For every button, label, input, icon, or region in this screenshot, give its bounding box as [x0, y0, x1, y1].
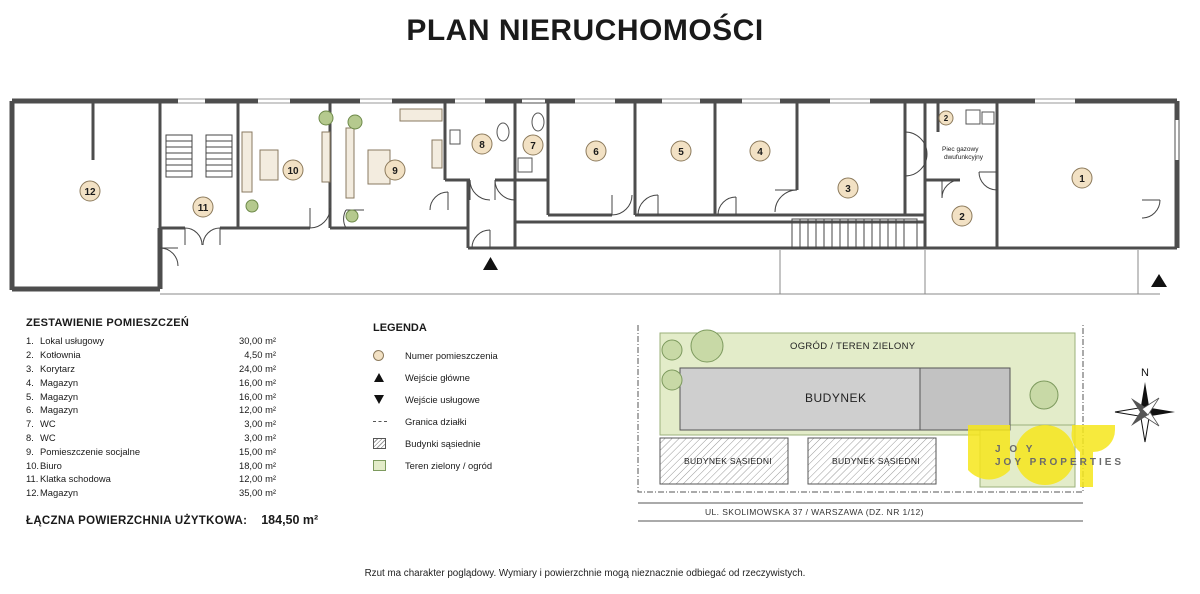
room-num: 4.	[26, 376, 34, 388]
room-name: Korytarz	[40, 362, 75, 374]
room-label-5: 5	[678, 147, 684, 158]
room-row	[26, 362, 276, 376]
room-row	[26, 444, 276, 458]
room-name: Kotłownia	[40, 349, 81, 361]
room-label-2: 2	[959, 212, 965, 223]
room-num: 9.	[26, 445, 34, 457]
legend-label: Granica działki	[405, 415, 467, 427]
legend	[373, 344, 498, 476]
room-label-8: 8	[479, 140, 485, 151]
compass-n-label: N	[1141, 367, 1149, 379]
room-row	[26, 458, 276, 472]
room-row	[26, 389, 276, 403]
room-area: 12,00 m²	[239, 404, 276, 416]
room-area: 3,00 m²	[244, 418, 276, 430]
room-label-1: 1	[1079, 174, 1085, 185]
room-row	[26, 472, 276, 486]
legend-item	[373, 366, 498, 388]
total-value: 184,50 m²	[261, 513, 319, 527]
room-num: 5.	[26, 390, 34, 402]
green-area-icon	[373, 460, 386, 471]
room-name: Magazyn	[40, 487, 79, 499]
room-label-12: 12	[84, 187, 96, 198]
site-plan	[638, 325, 1083, 521]
room-area: 35,00 m²	[239, 487, 276, 499]
room-num: 8.	[26, 431, 34, 443]
room-row	[26, 417, 276, 431]
room-num: 7.	[26, 418, 34, 430]
boiler-fixtures	[966, 110, 994, 124]
legend-label: Numer pomieszczenia	[405, 349, 498, 361]
legend-item	[373, 432, 498, 454]
room-label-4: 4	[757, 147, 763, 158]
room-label-10: 10	[287, 166, 299, 177]
room-area: 16,00 m²	[239, 390, 276, 402]
street-label: UL. SKOLIMOWSKA 37 / WARSZAWA (DZ. NR 1/12)	[705, 507, 924, 517]
room-num: 11.	[26, 473, 39, 485]
neighbor-building-icon	[373, 438, 386, 449]
total-area	[26, 513, 318, 527]
room-row	[26, 375, 276, 389]
room-row	[26, 334, 276, 348]
logo-text: JOY PROPERTIES	[995, 457, 1125, 468]
room-num: 10.	[26, 459, 40, 471]
room-label-9: 9	[392, 166, 398, 177]
room-row	[26, 486, 276, 500]
room-label-2-small: 2	[943, 114, 949, 123]
neighbor-left-label: BUDYNEK SĄSIEDNI	[684, 456, 772, 466]
room-area: 18,00 m²	[239, 459, 276, 471]
room-list	[26, 334, 276, 500]
room-label-11: 11	[197, 203, 209, 214]
room-name: Pomieszczenie socjalne	[40, 445, 141, 457]
legend-item	[373, 388, 498, 410]
room-area: 12,00 m²	[239, 473, 276, 485]
boiler-note-2: dwufunkcyjny	[944, 154, 984, 161]
stairs-11	[166, 135, 232, 177]
room-name: WC	[40, 431, 56, 443]
legend-item	[373, 454, 498, 476]
room-area: 24,00 m²	[239, 362, 276, 374]
room-num: 2.	[26, 349, 34, 361]
room-name: Magazyn	[40, 390, 79, 402]
doors	[160, 132, 1160, 266]
entrance-triangles	[483, 257, 1167, 287]
room-num: 3.	[26, 362, 34, 374]
room-area: 16,00 m²	[239, 376, 276, 388]
room-number-dot-icon	[373, 350, 384, 361]
room-row	[26, 403, 276, 417]
boiler-note-1: Piec gazowy	[942, 146, 979, 153]
rooms-heading: ZESTAWIENIE POMIESZCZEŃ	[26, 317, 190, 329]
room-name: Klatka schodowa	[40, 473, 111, 485]
building-walls	[12, 101, 1177, 290]
plot-boundary-icon	[373, 421, 387, 422]
service-entrance-icon	[374, 395, 384, 404]
compass-icon	[1115, 382, 1175, 442]
disclaimer: Rzut ma charakter poglądowy. Wymiary i powierzchnie mogą nieznacznie odbiegać od rzeczywistych.	[364, 568, 806, 579]
room-label-7: 7	[530, 141, 536, 152]
outdoor-boundary	[160, 250, 1160, 294]
room-area: 30,00 m²	[239, 335, 276, 347]
page-title: PLAN NIERUCHOMOŚCI	[406, 14, 764, 47]
room-area: 4,50 m²	[244, 349, 276, 361]
main-entrance-marker-2	[1151, 274, 1167, 287]
neighbor-right-label: BUDYNEK SĄSIEDNI	[832, 456, 920, 466]
legend-label: Wejście usługowe	[405, 393, 480, 405]
legend-item	[373, 410, 498, 432]
room-label-3: 3	[845, 184, 851, 195]
total-label: ŁĄCZNA POWIERZCHNIA UŻYTKOWA:	[26, 515, 248, 527]
legend-item	[373, 344, 498, 366]
logo-watermark	[968, 425, 1115, 487]
room-label-6: 6	[593, 147, 599, 158]
main-entrance-icon	[374, 373, 384, 382]
room-num: 1.	[26, 335, 34, 347]
room-area: 15,00 m²	[239, 445, 276, 457]
main-entrance-marker	[483, 257, 498, 270]
garden-label: OGRÓD / TEREN ZIELONY	[790, 341, 916, 352]
furniture	[242, 109, 442, 198]
room-row	[26, 431, 276, 445]
room-row	[26, 348, 276, 362]
room-name: Magazyn	[40, 404, 79, 416]
room-name: WC	[40, 418, 56, 430]
legend-heading: LEGENDA	[373, 322, 427, 334]
room-name: Magazyn	[40, 376, 79, 388]
room-name: Lokal usługowy	[40, 335, 105, 347]
building-label: BUDYNEK	[805, 391, 867, 405]
legend-label: Teren zielony / ogród	[405, 459, 493, 471]
legend-label: Budynki sąsiednie	[405, 437, 481, 449]
logo-joy: J O Y	[995, 444, 1036, 455]
room-name: Biuro	[40, 459, 62, 471]
room-num: 12.	[26, 487, 40, 499]
room-num: 6.	[26, 404, 34, 416]
interior-walls	[93, 103, 1177, 248]
room-area: 3,00 m²	[244, 431, 276, 443]
legend-label: Wejście główne	[405, 371, 470, 383]
